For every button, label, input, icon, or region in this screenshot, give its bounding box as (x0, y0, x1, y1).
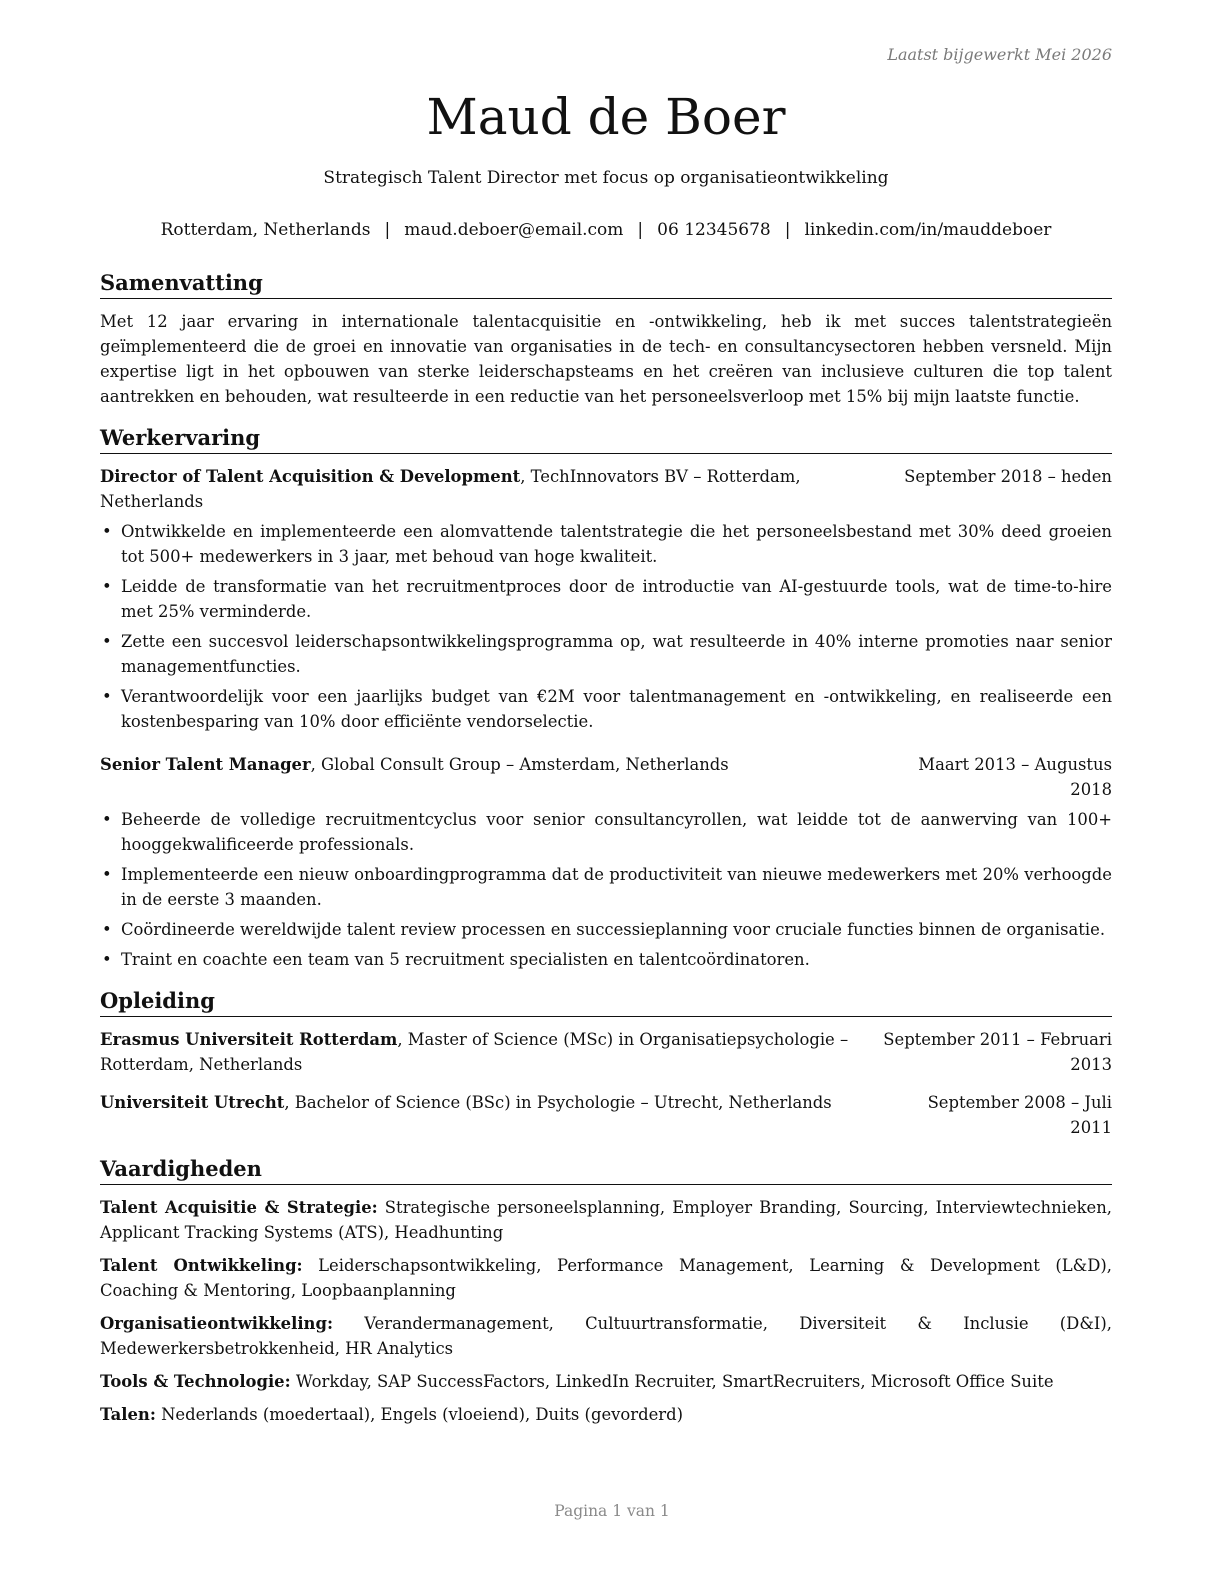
bullet-text: Ontwikkelde en implementeerde een alomvattende talentstrategie die het personeelsbestand met 30% deed groeien tot 500+ medewerkers in 3 jaar, met behoud van hoge kwaliteit. (121, 522, 1112, 566)
list-item (100, 862, 1112, 912)
section-heading-skills: Vaardigheden (100, 1156, 1112, 1185)
last-updated: Laatst bijgewerkt Mei 2026 (887, 45, 1112, 64)
school-name: Universiteit Utrecht (100, 1093, 285, 1112)
education-header (100, 1090, 1112, 1140)
page-number: Pagina 1 van 1 (554, 1502, 670, 1520)
list-item (100, 807, 1112, 857)
job-details: , Global Consult Group – Amsterdam, Netherlands (310, 755, 729, 774)
job-details: , TechInnovators BV – Rotterdam, Netherlands (100, 467, 801, 511)
bullet-icon: • (102, 687, 112, 706)
skill-item (100, 1402, 1112, 1427)
contact-separator: | (784, 220, 791, 240)
skill-item (100, 1195, 1112, 1245)
contact-linkedin[interactable]: linkedin.com/in/mauddeboer (804, 220, 1052, 240)
list-item (100, 684, 1112, 734)
contact-phone: 06 12345678 (657, 220, 771, 240)
degree-details: , Bachelor of Science (BSc) in Psychologie – Utrecht, Netherlands (284, 1093, 832, 1112)
bullet-text: Beheerde de volledige recruitmentcyclus voor senior consultancyrollen, wat leidde tot de aanwerving van 100+ hooggekwalificeerde professionals. (121, 810, 1112, 854)
bullet-icon: • (102, 865, 112, 884)
job-entry (100, 464, 1112, 734)
bullet-text: Leidde de transformatie van het recruitmentproces door de introductie van AI-gestuurde tools, wat de time-to-hire met 25% verminderde. (121, 577, 1112, 621)
job-bullets (100, 519, 1112, 734)
education-dates: September 2011 – Februari 2013 (883, 1030, 1112, 1074)
job-header (100, 464, 1112, 514)
contact-location: Rotterdam, Netherlands (160, 220, 371, 240)
education-line (100, 1027, 877, 1077)
skill-item (100, 1253, 1112, 1303)
contact-separator: | (637, 220, 644, 240)
school-name: Erasmus Universiteit Rotterdam (100, 1030, 398, 1049)
skill-value: Workday, SAP SuccessFactors, LinkedIn Recruiter, SmartRecruiters, Microsoft Office Suite (290, 1372, 1054, 1391)
education-entry (100, 1090, 1112, 1140)
candidate-name: Maud de Boer (426, 88, 786, 146)
bullet-text: Zette een succesvol leiderschapsontwikkelingsprogramma op, wat resulteerde in 40% interne promoties naar senior managementfuncties. (121, 632, 1112, 676)
contact-email[interactable]: maud.deboer@email.com (404, 220, 624, 240)
list-item (100, 629, 1112, 679)
degree-details: , Master of Science (MSc) in Organisatiepsychologie – Rotterdam, Netherlands (100, 1030, 849, 1074)
bullet-text: Traint en coachte een team van 5 recruitment specialisten en talentcoördinatoren. (121, 950, 810, 969)
skill-label: Organisatieontwikkeling: (100, 1314, 333, 1333)
job-title: Director of Talent Acquisition & Development (100, 467, 521, 486)
skill-item (100, 1369, 1112, 1394)
job-entry (100, 752, 1112, 972)
bullet-icon: • (102, 810, 112, 829)
list-item (100, 917, 1112, 942)
job-header (100, 752, 1112, 802)
skill-label: Talent Ontwikkeling: (100, 1256, 303, 1275)
job-dates: September 2018 – heden (904, 467, 1112, 486)
skill-item (100, 1311, 1112, 1361)
bullet-icon: • (102, 950, 112, 969)
job-dates: Maart 2013 – Augustus 2018 (918, 755, 1112, 799)
education-dates: September 2008 – Juli 2011 (927, 1093, 1112, 1137)
skill-label: Talent Acquisitie & Strategie: (100, 1198, 378, 1217)
spacer (100, 739, 1112, 752)
skill-value: Leiderschapsontwikkeling, Performance Management, Learning & Development (L&D), Coaching & Mentoring, Loopbaanplanning (100, 1256, 1112, 1300)
summary-text: Met 12 jaar ervaring in internationale talentacquisitie en -ontwikkeling, heb ik met succes talentstrategieën geïmplementeerd die de groei en innovatie van organisaties in de tech- en consultancysectoren hebben versneld. Mijn expertise ligt in het opbouwen van sterke leiderschapsteams en het creëren van inclusieve culturen die top talent aantrekken en behouden, wat resulteerde in een reductie van het personeelsverloop met 15% bij mijn laatste functie. (100, 312, 1112, 406)
skill-value: Strategische personeelsplanning, Employer Branding, Sourcing, Interviewtechnieken, Applicant Tracking Systems (ATS), Headhunting (100, 1198, 1112, 1242)
bullet-text: Verantwoordelijk voor een jaarlijks budget van €2M voor talentmanagement en -ontwikkeling, en realiseerde een kostenbesparing van 10% door efficiënte vendorselectie. (121, 687, 1112, 731)
bullet-icon: • (102, 632, 112, 651)
bullet-icon: • (102, 577, 112, 596)
bullet-text: Coördineerde wereldwijde talent review processen en successieplanning voor cruciale functies binnen de organisatie. (121, 920, 1106, 939)
education-entry (100, 1027, 1112, 1077)
list-item (100, 519, 1112, 569)
candidate-tagline: Strategisch Talent Director met focus op organisatieontwikkeling (323, 168, 889, 188)
section-heading-education: Opleiding (100, 988, 1112, 1017)
resume-content (100, 270, 1112, 1435)
section-heading-summary: Samenvatting (100, 270, 1112, 299)
job-bullets (100, 807, 1112, 972)
job-title: Senior Talent Manager (100, 755, 311, 774)
contact-line (100, 220, 1112, 240)
education-line (100, 1090, 897, 1140)
skill-label: Talen: (100, 1405, 156, 1424)
spacer (100, 1077, 1112, 1090)
bullet-icon: • (102, 920, 112, 939)
job-title-line (100, 464, 897, 514)
list-item (100, 574, 1112, 624)
skill-value: Verandermanagement, Cultuurtransformatie, Diversiteit & Inclusie (D&I), Medewerkersbetrokkenheid, HR Analytics (100, 1314, 1112, 1358)
skill-value: Nederlands (moedertaal), Engels (vloeiend), Duits (gevorderd) (155, 1405, 684, 1424)
bullet-icon: • (102, 522, 112, 541)
contact-separator: | (384, 220, 391, 240)
job-title-line (100, 752, 897, 802)
list-item (100, 947, 1112, 972)
education-header (100, 1027, 1112, 1077)
bullet-text: Implementeerde een nieuw onboardingprogramma dat de productiviteit van nieuwe medewerkers met 20% verhoogde in de eerste 3 maanden. (121, 865, 1112, 909)
section-heading-experience: Werkervaring (100, 425, 1112, 454)
skill-label: Tools & Technologie: (100, 1372, 291, 1391)
